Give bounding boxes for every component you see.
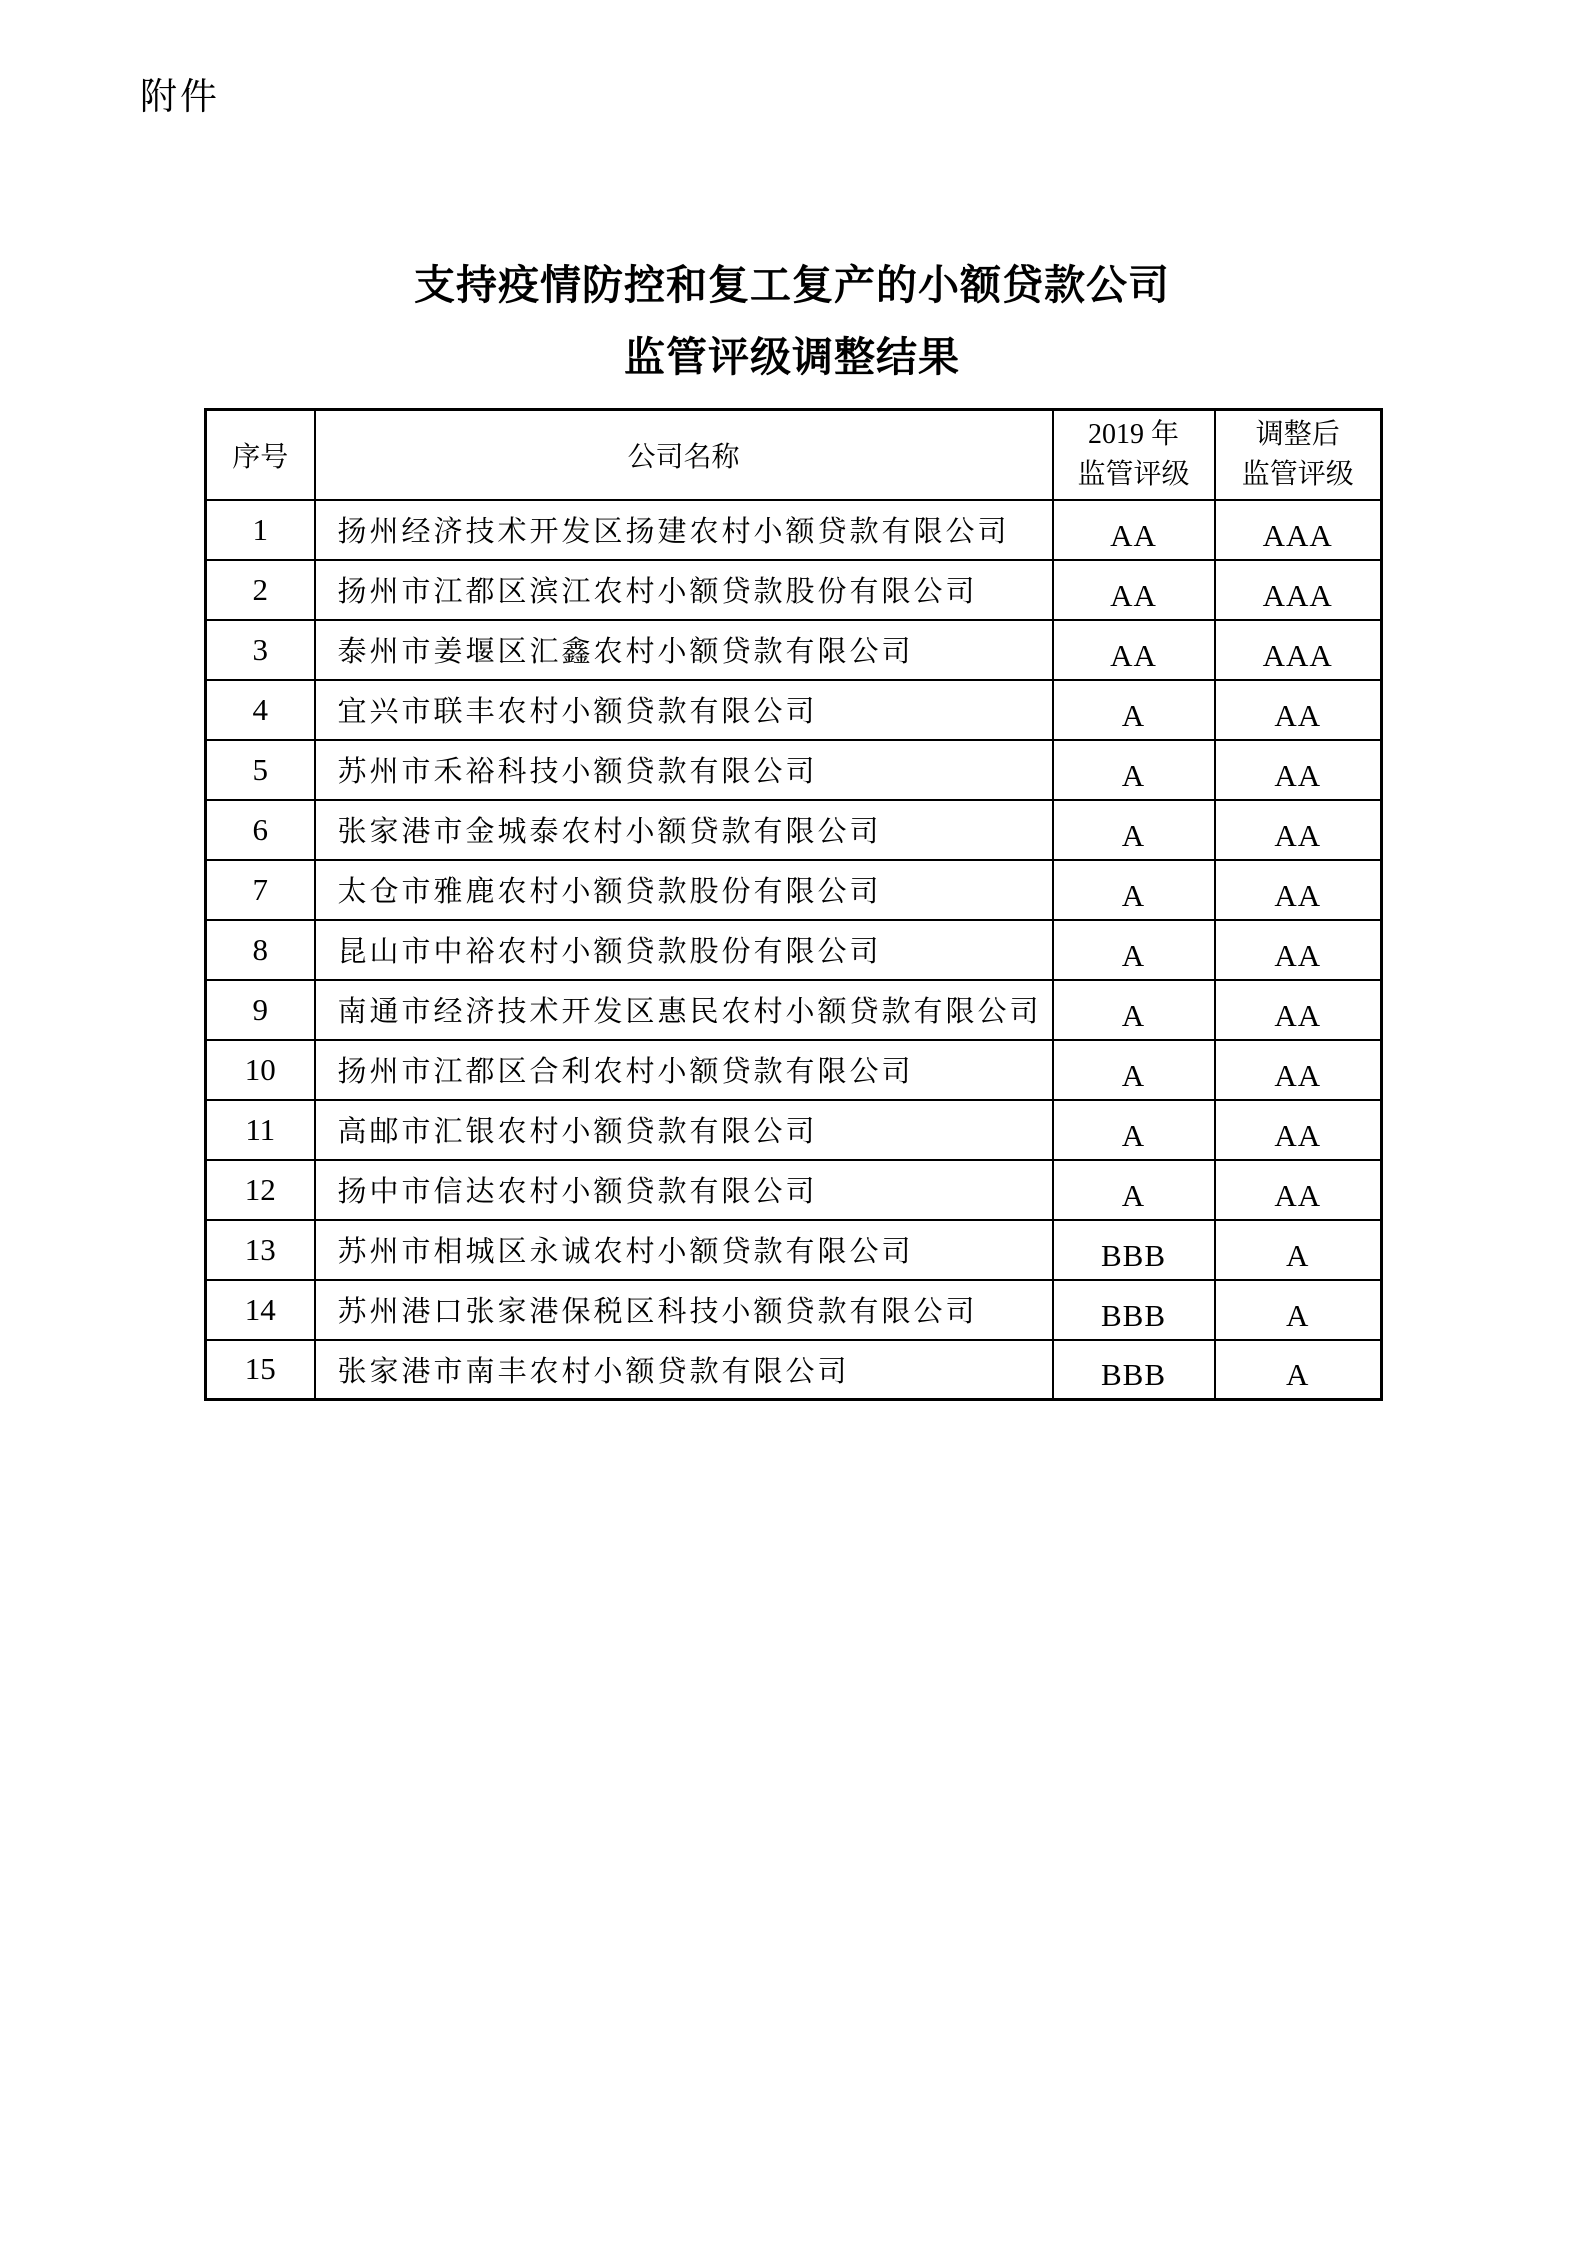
cell-index: 12: [206, 1160, 315, 1220]
cell-rating-adjusted: A: [1215, 1220, 1382, 1280]
table-header-row: [206, 410, 1382, 500]
table-row: [206, 560, 1382, 620]
cell-rating-adjusted: AA: [1215, 1160, 1382, 1220]
cell-rating-adjusted: AA: [1215, 680, 1382, 740]
table-row: [206, 500, 1382, 560]
table-row: [206, 740, 1382, 800]
cell-index: 2: [206, 560, 315, 620]
cell-company: 昆山市中裕农村小额贷款股份有限公司: [315, 920, 1053, 980]
col-header-rating-adjusted-line1: 调整后: [1255, 418, 1340, 450]
cell-rating-adjusted: A: [1215, 1340, 1382, 1400]
cell-rating-adjusted: AA: [1215, 1100, 1382, 1160]
table-row: [206, 1340, 1382, 1400]
col-header-rating-adjusted: [1215, 410, 1382, 500]
cell-index: 7: [206, 860, 315, 920]
cell-rating-2019: AA: [1053, 620, 1215, 680]
table-row: [206, 620, 1382, 680]
cell-rating-2019: A: [1053, 1160, 1215, 1220]
cell-index: 4: [206, 680, 315, 740]
col-header-rating-2019-line2: 监管评级: [1077, 458, 1190, 490]
cell-rating-2019: AA: [1053, 560, 1215, 620]
cell-rating-adjusted: AA: [1215, 860, 1382, 920]
cell-company: 苏州市相城区永诚农村小额贷款有限公司: [315, 1220, 1053, 1280]
cell-company: 扬州市江都区滨江农村小额贷款股份有限公司: [315, 560, 1053, 620]
col-header-rating-2019-line1: 2019 年: [1087, 418, 1179, 450]
cell-rating-2019: AA: [1053, 500, 1215, 560]
col-header-rating-2019: [1053, 410, 1215, 500]
cell-company: 扬中市信达农村小额贷款有限公司: [315, 1160, 1053, 1220]
attachment-label: 附件: [140, 76, 220, 117]
table-row: [206, 1100, 1382, 1160]
cell-rating-adjusted: AA: [1215, 740, 1382, 800]
cell-index: 3: [206, 620, 315, 680]
cell-rating-2019: A: [1053, 1040, 1215, 1100]
cell-rating-2019: A: [1053, 920, 1215, 980]
cell-rating-adjusted: AAA: [1215, 620, 1382, 680]
rating-adjustment-table: [204, 408, 1383, 1401]
cell-index: 13: [206, 1220, 315, 1280]
cell-rating-2019: BBB: [1053, 1280, 1215, 1340]
cell-company: 高邮市汇银农村小额贷款有限公司: [315, 1100, 1053, 1160]
cell-company: 宜兴市联丰农村小额贷款有限公司: [315, 680, 1053, 740]
cell-company: 扬州经济技术开发区扬建农村小额贷款有限公司: [315, 500, 1053, 560]
table-row: [206, 1280, 1382, 1340]
cell-rating-2019: A: [1053, 800, 1215, 860]
cell-rating-2019: A: [1053, 980, 1215, 1040]
cell-index: 1: [206, 500, 315, 560]
cell-rating-2019: A: [1053, 1100, 1215, 1160]
cell-index: 10: [206, 1040, 315, 1100]
cell-index: 14: [206, 1280, 315, 1340]
col-header-rating-adjusted-line2: 监管评级: [1241, 458, 1354, 490]
cell-index: 9: [206, 980, 315, 1040]
cell-index: 5: [206, 740, 315, 800]
table-row: [206, 1220, 1382, 1280]
cell-company: 苏州港口张家港保税区科技小额贷款有限公司: [315, 1280, 1053, 1340]
table-row: [206, 800, 1382, 860]
cell-rating-2019: A: [1053, 680, 1215, 740]
table-row: [206, 1040, 1382, 1100]
page-title-line1: 支持疫情防控和复工复产的小额贷款公司: [414, 262, 1170, 308]
col-header-index: 序号: [206, 410, 315, 500]
table-row: [206, 680, 1382, 740]
table-row: [206, 980, 1382, 1040]
col-header-company: 公司名称: [315, 410, 1053, 500]
cell-index: 15: [206, 1340, 315, 1400]
cell-company: 苏州市禾裕科技小额贷款有限公司: [315, 740, 1053, 800]
cell-company: 泰州市姜堰区汇鑫农村小额贷款有限公司: [315, 620, 1053, 680]
cell-rating-adjusted: AAA: [1215, 500, 1382, 560]
table-row: [206, 860, 1382, 920]
cell-rating-adjusted: AAA: [1215, 560, 1382, 620]
cell-company: 太仓市雅鹿农村小额贷款股份有限公司: [315, 860, 1053, 920]
page-title-line2: 监管评级调整结果: [624, 334, 960, 380]
table-row: [206, 1160, 1382, 1220]
cell-company: 张家港市金城泰农村小额贷款有限公司: [315, 800, 1053, 860]
cell-company: 扬州市江都区合利农村小额贷款有限公司: [315, 1040, 1053, 1100]
cell-rating-adjusted: AA: [1215, 980, 1382, 1040]
cell-rating-2019: BBB: [1053, 1340, 1215, 1400]
cell-company: 南通市经济技术开发区惠民农村小额贷款有限公司: [315, 980, 1053, 1040]
table-row: [206, 920, 1382, 980]
cell-company: 张家港市南丰农村小额贷款有限公司: [315, 1340, 1053, 1400]
cell-rating-adjusted: AA: [1215, 1040, 1382, 1100]
cell-rating-2019: A: [1053, 740, 1215, 800]
cell-index: 11: [206, 1100, 315, 1160]
cell-rating-2019: A: [1053, 860, 1215, 920]
cell-rating-adjusted: AA: [1215, 920, 1382, 980]
cell-index: 8: [206, 920, 315, 980]
cell-rating-adjusted: AA: [1215, 800, 1382, 860]
cell-rating-adjusted: A: [1215, 1280, 1382, 1340]
cell-index: 6: [206, 800, 315, 860]
cell-rating-2019: BBB: [1053, 1220, 1215, 1280]
